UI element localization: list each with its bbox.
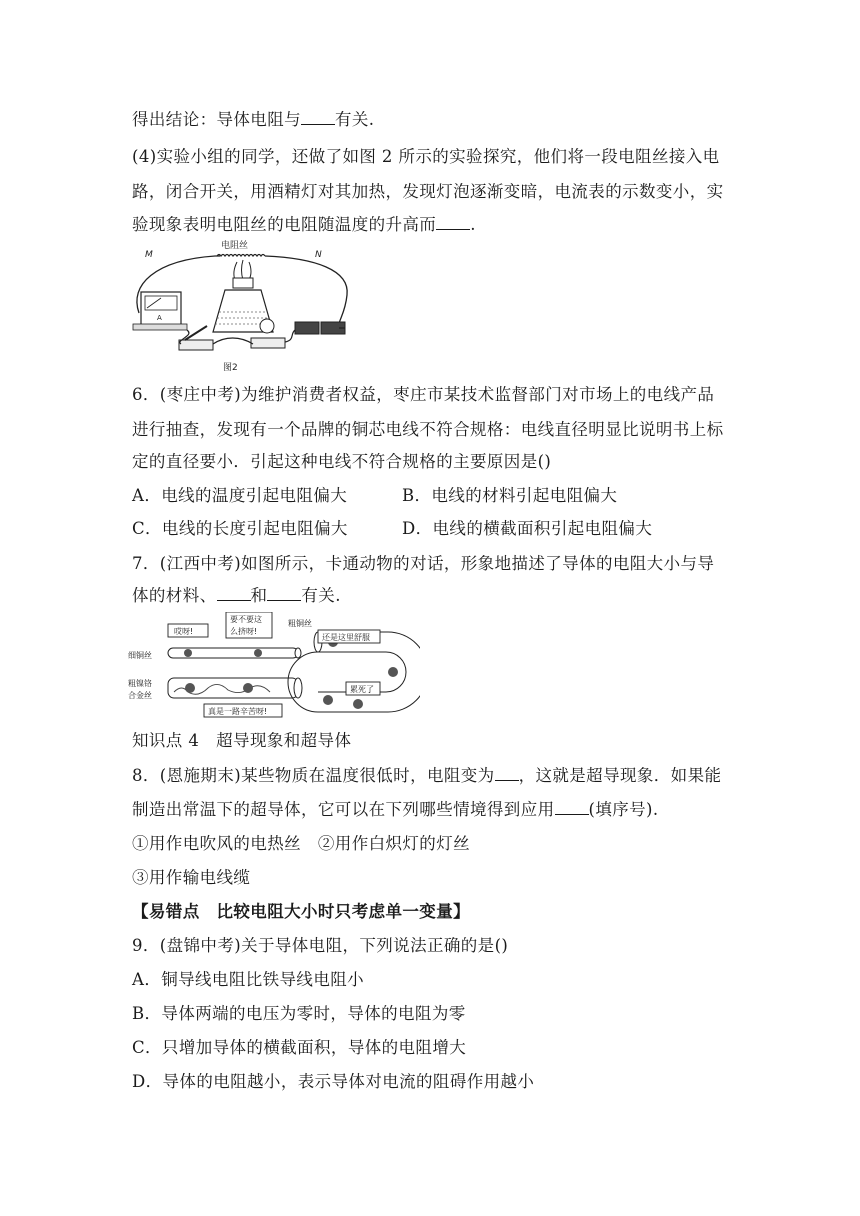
q8-line-2: [132, 799, 659, 821]
q4-line-1: (4)实验小组的同学，还做了如图 2 所示的实验探究，他们将一段电阻丝接入电: [132, 147, 720, 166]
q8-line-2-end: (填序号).: [588, 800, 659, 819]
q8-line-1-end: ，这就是超导现象．如果能: [518, 766, 722, 785]
q8-line-2-text: 制造出常温下的超导体，它可以在下列哪些情境得到应用: [132, 800, 555, 819]
label-m: M: [145, 250, 153, 260]
q6-line-2: 进行抽查，发现有一个品牌的铜芯电线不符合规格：电线直径明显比说明书上标: [132, 420, 724, 439]
answer-blank[interactable]: [436, 215, 470, 230]
q8-line-1: [132, 765, 721, 787]
q4-line-3-text: 验现象表明电阻丝的电阻随温度的升高而: [132, 215, 437, 234]
q9-option-a[interactable]: A．铜导线电阻比铁导线电阻小: [132, 970, 365, 989]
q6-option-a[interactable]: A．电线的温度引起电阻偏大: [132, 486, 348, 505]
q6-option-c[interactable]: C．电线的长度引起电阻偏大: [132, 519, 348, 538]
answer-blank[interactable]: [301, 110, 335, 125]
q4-line-2: 路，闭合开关，用酒精灯对其加热，发现灯泡逐渐变暗，电流表的示数变小，实: [132, 182, 724, 201]
bubble-squeeze-2: 么挤呀!: [230, 627, 258, 636]
q7-line-2: [132, 585, 341, 607]
ammeter: [133, 292, 187, 330]
answer-blank[interactable]: [267, 586, 301, 601]
q4-line-3-end: .: [470, 215, 476, 234]
q7-line-1: 7．(江西中考)如图所示，卡通动物的对话，形象地描述了导体的电阻大小与导: [132, 554, 715, 573]
figure-2-caption: 图2: [223, 363, 238, 373]
bubble-tired: 累死了: [350, 685, 374, 694]
q4-line-3: [132, 214, 476, 236]
mistake-point-heading: 【易错点 比较电阻大小时只考虑单一变量】: [132, 902, 470, 921]
label-n: N: [315, 250, 322, 260]
bubble-comfortable: 还是这里舒服: [322, 633, 370, 642]
answer-blank[interactable]: [555, 800, 589, 815]
figure-7-cartoon: [128, 612, 420, 720]
q7-line-2-text-c: 有关.: [301, 586, 341, 605]
answer-blank[interactable]: [217, 586, 251, 601]
battery: [295, 322, 345, 334]
label-nickel-1: 粗镍铬: [128, 679, 152, 688]
bubble-hard: 真是一路辛苦呀!: [208, 707, 268, 716]
q7-line-2-text-b: 和: [250, 586, 268, 605]
q6-option-b[interactable]: B．电线的材料引起电阻偏大: [402, 486, 618, 505]
q8-line-1-text: 8．(恩施期末)某些物质在温度很低时，电阻变为: [132, 766, 495, 785]
q6-option-d[interactable]: D．电线的横截面积引起电阻偏大: [402, 519, 653, 538]
conclusion-text-end: 有关.: [335, 110, 375, 129]
bubble-ouch: 哎呀!: [174, 627, 194, 636]
label-resistance-wire: 电阻丝: [221, 241, 249, 251]
q9-option-d[interactable]: D．导体的电阻越小，表示导体对电流的阻碍作用越小: [132, 1072, 535, 1091]
conclusion-text: 得出结论：导体电阻与: [132, 110, 301, 129]
figure-2-circuit: [125, 240, 360, 374]
label-nickel-2: 合金丝: [128, 691, 152, 700]
label-thick-copper: 粗铜丝: [288, 619, 312, 628]
q9-option-c[interactable]: C．只增加导体的横截面积，导体的电阻增大: [132, 1038, 467, 1057]
q7-line-2-text-a: 体的材料、: [132, 586, 217, 605]
answer-blank[interactable]: [495, 766, 519, 781]
label-thin-copper: 细铜丝: [128, 651, 152, 660]
bubble-squeeze-1: 要不要这: [230, 615, 262, 624]
conclusion-line: [132, 109, 374, 131]
q6-line-1: 6．(枣庄中考)为维护消费者权益，枣庄市某技术监督部门对市场上的电线产品: [132, 385, 715, 404]
q9-option-b[interactable]: B．导体两端的电压为零时，导体的电阻为零: [132, 1004, 466, 1023]
q9-stem: 9．(盘锦中考)关于导体电阻，下列说法正确的是(): [132, 936, 509, 955]
q6-line-3: 定的直径要小．引起这种电线不符合规格的主要原因是(): [132, 452, 552, 471]
ammeter-mark: A: [157, 314, 162, 322]
section-4-heading: 知识点 4 超导现象和超导体: [132, 731, 352, 750]
q8-item-3: ③用作输电线缆: [132, 868, 251, 887]
q8-items-1-2: ①用作电吹风的电热丝 ②用作白炽灯的灯丝: [132, 834, 470, 853]
resistance-wire-coil: [217, 255, 265, 257]
